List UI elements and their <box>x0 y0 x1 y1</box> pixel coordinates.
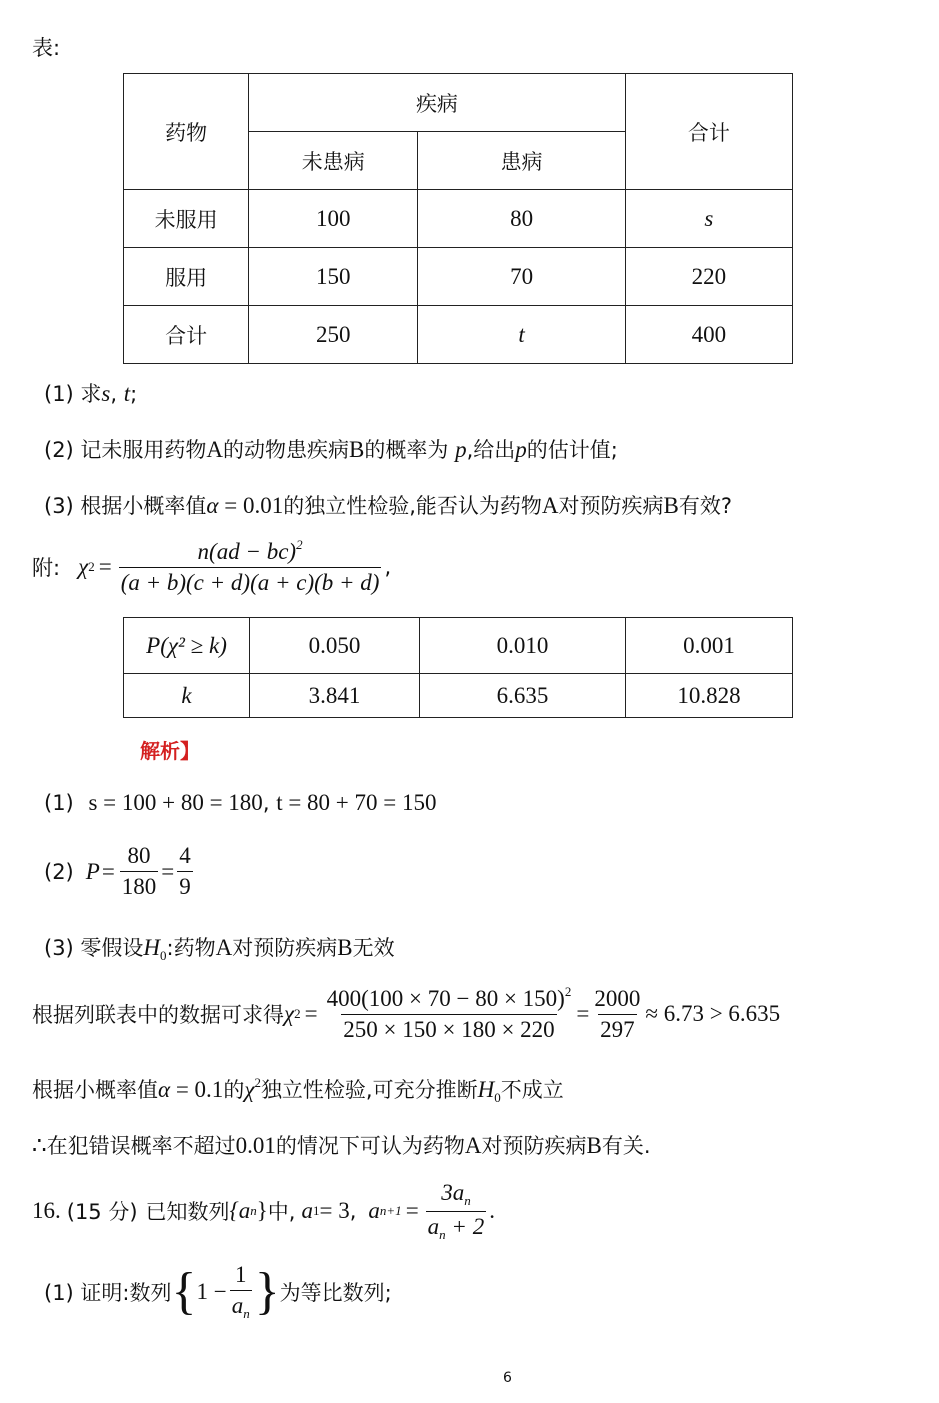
table-cell: 100 <box>249 190 418 248</box>
table-cell: 80 <box>418 190 625 248</box>
table-cell: 10.828 <box>626 674 793 718</box>
table-cell: 220 <box>625 248 792 306</box>
contingency-table <box>123 73 793 364</box>
problem-16-part-1: (1) 证明:数列 { 1 − $\frac{1}{a_n}$ } 为等比数列; <box>44 1262 392 1322</box>
intro-label: 表: <box>32 36 61 60</box>
chi-square-fraction: $\frac{n(ad - bc)^2}{(a + b)(c + d)(a + c)(b + d)}$ <box>120 537 380 596</box>
table-cell: s <box>625 190 792 248</box>
row-label: 合计 <box>124 306 249 364</box>
question-2: (2) 记未服用药物A的动物患疾病B的概率为 p,给出p的估计值; <box>44 437 618 462</box>
row-label: 未服用 <box>124 190 249 248</box>
problem-16: 16. (15 分) 已知数列 {a n } 中, a 1 = 3 , a n+1 = $\frac{3a_n}{a_n + 2}$ . <box>32 1180 495 1242</box>
right-brace-icon: } <box>254 1263 280 1321</box>
question-1: (1) 求s, t; <box>44 381 138 406</box>
solution-inference: 根据小概率值α = 0.1的$\chi^2$独立性检验,可充分推断$H_0$不成立 <box>32 1075 564 1105</box>
page-number: 6 <box>503 1370 512 1386</box>
disease-header: 疾病 <box>249 74 626 132</box>
table-cell: 400 <box>625 306 792 364</box>
table-row <box>124 674 793 718</box>
col-not-sick: 未患病 <box>249 132 418 190</box>
solution-conclusion: ∴在犯错误概率不超过0.01的情况下可认为药物A对预防疾病B有关. <box>32 1133 651 1158</box>
critical-value-table <box>123 617 793 718</box>
col-sick: 患病 <box>418 132 625 190</box>
table-cell: 0.010 <box>420 618 626 674</box>
table-cell: 70 <box>418 248 625 306</box>
drug-header: 药物 <box>124 74 249 190</box>
solution-1: (1) s = 100 + 80 = 180, t = 80 + 70 = 150 <box>44 790 437 815</box>
k-label: k <box>124 674 250 718</box>
table-row <box>124 248 793 306</box>
table-cell: 150 <box>249 248 418 306</box>
table-cell: 250 <box>249 306 418 364</box>
left-brace-icon: { <box>171 1263 197 1321</box>
table-row <box>124 618 793 674</box>
solution-3: (3) 零假设$H_0$:药物A对预防疾病B无效 <box>44 935 395 963</box>
table-cell: 0.050 <box>250 618 420 674</box>
table-cell: t <box>418 306 625 364</box>
table-row <box>124 190 793 248</box>
appendix-formula: 附: χ 2 = $\frac{n(ad - bc)^2}{(a + b)(c + d)(a + c)(b + d)}$ , <box>32 537 392 596</box>
table-cell: 0.001 <box>626 618 793 674</box>
solution-title: 解析】 <box>140 739 200 763</box>
probability-label: P(χ² ≥ k) <box>124 618 250 674</box>
table-cell: 3.841 <box>250 674 420 718</box>
question-3: (3) 根据小概率值α = 0.01的独立性检验,能否认为药物A对预防疾病B有效? <box>44 493 733 518</box>
total-header: 合计 <box>625 74 792 190</box>
row-label: 服用 <box>124 248 249 306</box>
table-row <box>124 306 793 364</box>
chi-square-calculation: 根据列联表中的数据可求得 χ 2 = $\frac{400(100 \times 70 - 80 \times 150)^2}{250 \times 150 \times 180 \times 220}$ = $\frac{2000}{297}$ ≈ 6.73 > 6.635 <box>32 984 781 1043</box>
solution-2: (2) P = $\frac{80}{180}$ = $\frac{4}{9}$ <box>44 843 191 900</box>
table-cell: 6.635 <box>420 674 626 718</box>
